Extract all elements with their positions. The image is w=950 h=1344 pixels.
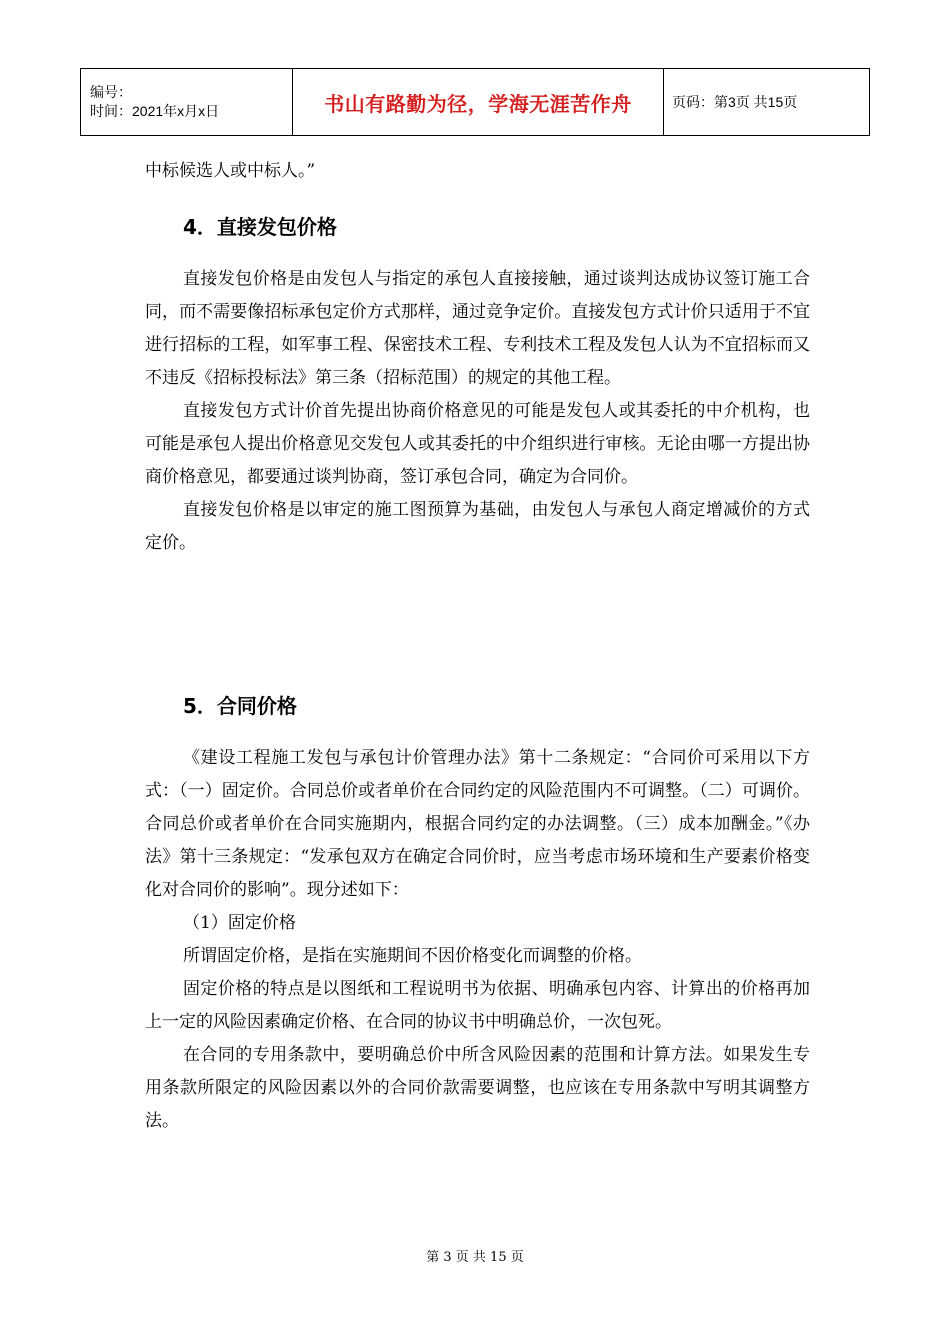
- paragraph: 固定价格的特点是以图纸和工程说明书为依据、明确承包内容、计算出的价格再加上一定的风险因素确定价格、在合同的协议书中明确总价，一次包死。: [145, 979, 810, 1032]
- page-footer: 第 3 页 共 15 页: [426, 1250, 524, 1265]
- paragraph-continuation: [145, 155, 810, 188]
- date-label: 时间：2021年x月x日: [90, 103, 220, 119]
- heading-contract-price: 5．合同价格: [183, 694, 297, 718]
- paragraph: 在合同的专用条款中，要明确总价中所含风险因素的范围和计算方法。如果发生专用条款所限定的风险因素以外的合同价款需要调整，也应该在专用条款中写明其调整方法。: [145, 1045, 810, 1131]
- paragraph: 直接发包价格是由发包人与指定的承包人直接接触，通过谈判达成协议签订施工合同，而不需要像招标承包定价方式那样，通过竞争定价。直接发包方式计价只适用于不宜进行招标的工程，如军事工程、保密技术工程、专利技术工程及发包人认为不宜招标而又不违反《招标投标法》第三条（招标范围）的规定的其他工程。: [145, 269, 810, 388]
- section-4-body: [145, 263, 810, 560]
- paragraph: 直接发包方式计价首先提出协商价格意见的可能是发包人或其委托的中介机构，也可能是承包人提出价格意见交发包人或其委托的中介组织进行审核。无论由哪一方提出协商价格意见，都要通过谈判协商，签订承包合同，确定为合同价。: [145, 401, 810, 487]
- header-table: [80, 68, 870, 136]
- header-left-cell: [81, 69, 293, 136]
- paragraph: 中标候选人或中标人。”: [145, 161, 316, 181]
- section-5-body: [145, 742, 810, 1138]
- paragraph: （1）固定价格: [183, 913, 296, 933]
- paragraph: 直接发包价格是以审定的施工图预算为基础，由发包人与承包人商定增减价的方式定价。: [145, 500, 810, 553]
- number-label: 编号：: [90, 84, 132, 100]
- heading-direct-contract-price: 4．直接发包价格: [183, 215, 337, 239]
- motto: 书山有路勤为径，学海无涯苦作舟: [293, 69, 664, 136]
- page-label: 页码：第3页 共15页: [664, 69, 870, 136]
- paragraph: 所谓固定价格，是指在实施期间不因价格变化而调整的价格。: [183, 946, 642, 966]
- paragraph: 《建设工程施工发包与承包计价管理办法》第十二条规定：“合同价可采用以下方式：（一）固定价。合同总价或者单价在合同约定的风险范围内不可调整。（二）可调价。合同总价或者单价在合同实施期内，根据合同约定的办法调整。（三）成本加酬金。”《办法》第十三条规定：“发承包双方在确定合同价时，应当考虑市场环境和生产要素价格变化对合同价的影响”。现分述如下：: [145, 748, 810, 900]
